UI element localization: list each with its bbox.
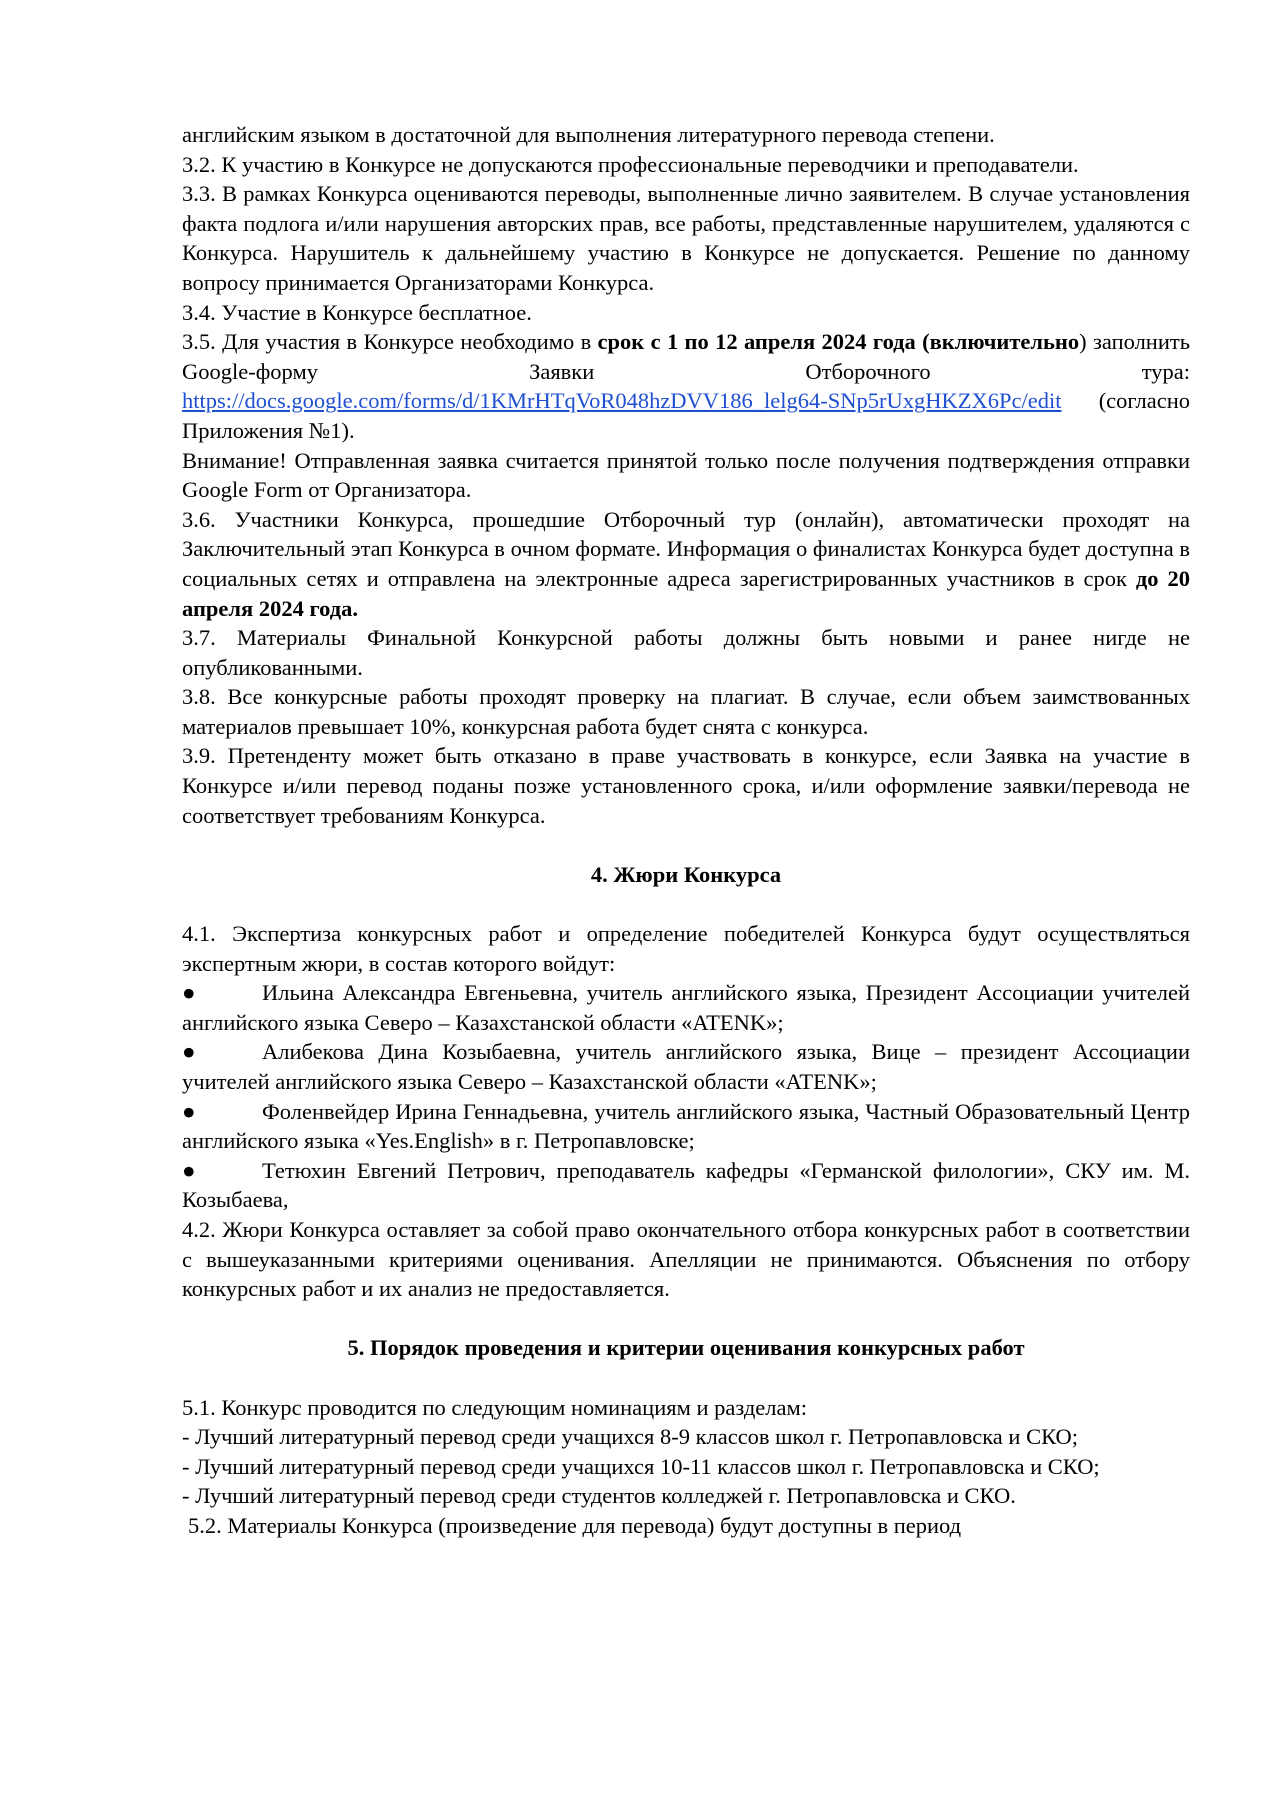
paragraph-3-7: 3.7. Материалы Финальной Конкурсной работы должны быть новыми и ранее нигде не опубликованными. <box>182 625 1190 680</box>
paragraph-3-8: 3.8. Все конкурсные работы проходят проверку на плагиат. В случае, если объем заимствованных материалов превышает 10%, конкурсная работа будет снята с конкурса. <box>182 684 1190 739</box>
paragraph-3-2: 3.2. К участию в Конкурсе не допускаются профессиональные переводчики и преподаватели. <box>182 151 1079 177</box>
paragraph-3-4: 3.4. Участие в Конкурсе бесплатное. <box>182 299 532 325</box>
paragraph-3-5-text-d: (согласно Приложения №1). <box>182 388 1190 443</box>
google-form-link[interactable]: https://docs.google.com/forms/d/1KMrHTqVoR048hzDVV186_lelg64-SNp5rUxgHKZX6Pc/edit <box>182 388 1062 414</box>
section-4-heading: 4. Жюри Конкурса <box>590 861 782 887</box>
deadline-bold: срок с 1 по 12 апреля 2024 года (включительно <box>597 329 1080 355</box>
bullet-icon: ● <box>182 980 196 1006</box>
bullet-icon: ● <box>182 1039 196 1065</box>
paragraph-4-2: 4.2. Жюри Конкурса оставляет за собой право окончательного отбора конкурсных работ в соответствии с вышеуказанными критериями оценивания. Апелляции не принимаются. Объяснения по отбору конкурсных работ и их анализ не предоставляется. <box>182 1216 1190 1302</box>
paragraph-3-5 <box>182 327 1190 445</box>
document-page <box>182 120 1190 1541</box>
paragraph-3-1-tail: английским языком в достаточной для выполнения литературного перевода степени. <box>182 122 995 147</box>
paragraph-5-1: 5.1. Конкурс проводится по следующим номинациям и разделам: <box>182 1394 807 1420</box>
paragraph-3-6-text-a: 3.6. Участники Конкурса, прошедшие Отборочный тур (онлайн), автоматически проходят на Заключительный этап Конкурса в очном формате. Информация о финалистах Конкурса будет доступна в социальных сетях и отправлена на электронные адреса зарегистрированных участников в срок <box>182 506 1190 591</box>
spacer <box>182 1363 1190 1393</box>
nomination-item: - Лучший литературный перевод среди студентов колледжей г. Петропавловска и СКО. <box>182 1483 1016 1509</box>
nomination-item: - Лучший литературный перевод среди учащихся 8-9 классов школ г. Петропавловска и СКО; <box>182 1424 1079 1450</box>
jury-member-text: Алибекова Дина Козыбаевна, учитель английского языка, Вице – президент Ассоциации учителей английского языка Северо – Казахстанской области «ATENK»; <box>182 1039 1190 1094</box>
bullet-icon: ● <box>182 1098 196 1124</box>
finalists-date-bold: до 20 апреля 2024 года. <box>182 565 1190 621</box>
jury-member <box>182 978 1190 1037</box>
spacer <box>182 889 1190 919</box>
jury-member-text: Тетюхин Евгений Петрович, преподаватель кафедры «Германской филологии», СКУ им. М. Козыбаева, <box>182 1157 1190 1213</box>
paragraph-4-1: 4.1. Экспертиза конкурсных работ и определение победителей Конкурса будут осуществляться экспертным жюри, в состав которого войдут: <box>182 921 1190 976</box>
bullet-icon: ● <box>182 1157 196 1183</box>
paragraph-3-6 <box>182 505 1190 623</box>
paragraph-3-9: 3.9. Претенденту может быть отказано в праве участвовать в конкурсе, если Заявка на участие в Конкурсе и/или перевод поданы позже установленного срока, и/или оформление заявки/перевода не соответствует требованиям Конкурса. <box>182 743 1190 828</box>
jury-member <box>182 1156 1190 1215</box>
paragraph-5-2: 5.2. Материалы Конкурса (произведение для перевода) будут доступны в период <box>188 1512 962 1538</box>
jury-member-text: Фоленвейдер Ирина Геннадьевна, учитель английского языка, Частный Образовательный Центр английского языка «Yes.English» в г. Петропавловске; <box>182 1098 1190 1154</box>
section-5-heading: 5. Порядок проведения и критерии оценивания конкурсных работ <box>347 1335 1025 1361</box>
jury-member-text: Ильина Александра Евгеньевна, учитель английского языка, Президент Ассоциации учителей английского языка Северо – Казахстанской области «ATENK»; <box>182 980 1190 1035</box>
jury-member <box>182 1097 1190 1156</box>
attention-note: Внимание! Отправленная заявка считается принятой только после получения подтверждения отправки Google Form от Организатора. <box>182 447 1190 503</box>
paragraph-3-5-text-a: 3.5. Для участия в Конкурсе необходимо в <box>182 329 598 355</box>
spacer <box>182 830 1190 860</box>
jury-member <box>182 1037 1190 1096</box>
paragraph-3-3: 3.3. В рамках Конкурса оцениваются переводы, выполненные лично заявителем. В случае установления факта подлога и/или нарушения авторских прав, все работы, представленные нарушителем, удаляются с Конкурса. Нарушитель к дальнейшему участию в Конкурсе не допускается. Решение по данному вопросу принимается Организаторами Конкурса. <box>182 181 1190 295</box>
nomination-item: - Лучший литературный перевод среди учащихся 10-11 классов школ г. Петропавловска и СКО; <box>182 1453 1100 1479</box>
spacer <box>182 1304 1190 1334</box>
paragraph-3-5-text-c: ) заполнить Google-форму Заявки Отборочного тура: <box>182 329 1190 384</box>
